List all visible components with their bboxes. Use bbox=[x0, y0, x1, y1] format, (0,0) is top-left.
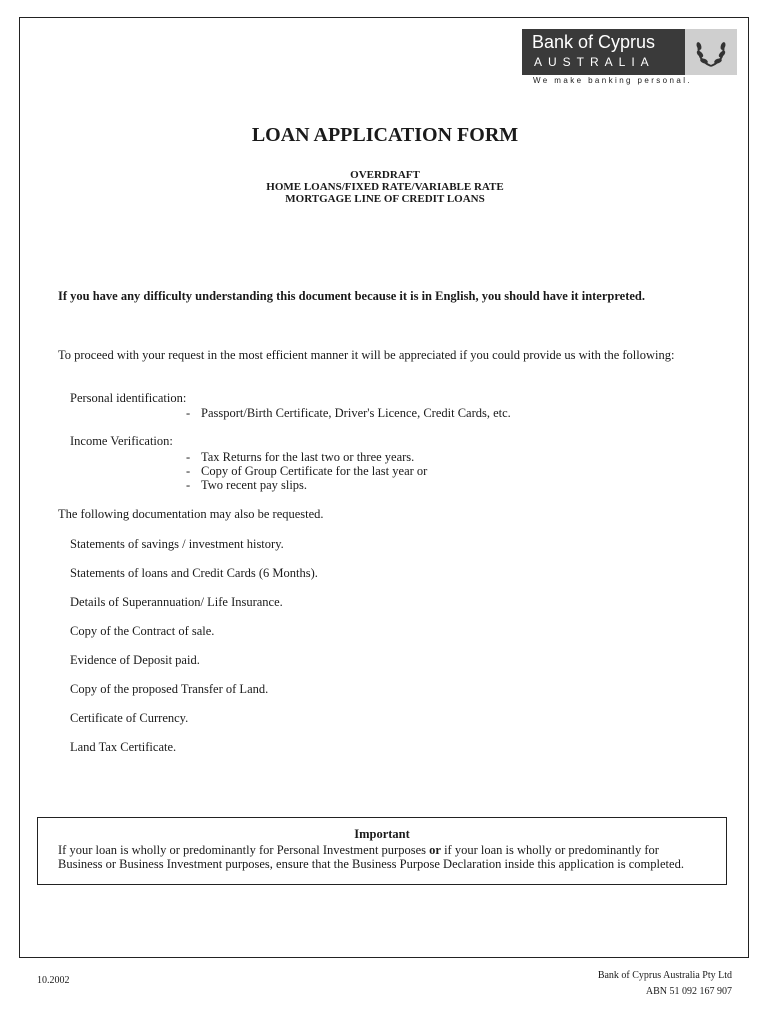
list-item: Statements of loans and Credit Cards (6 Months). bbox=[70, 566, 318, 580]
laurel-wreath-icon bbox=[685, 29, 737, 75]
form-version: 10.2002 bbox=[37, 975, 70, 986]
interpreter-notice: If you have any difficulty understanding this document because it is in English, you should have it interpreted. bbox=[58, 289, 646, 303]
company-name: Bank of Cyprus Australia Pty Ltd bbox=[597, 970, 732, 981]
list-item: Copy of the Contract of sale. bbox=[70, 624, 215, 638]
important-line-1: If your loan is wholly or predominantly for Personal Investment purposes or if your loan is wholly or predominantly for bbox=[58, 843, 659, 857]
subtitle-mortgage-line: MORTGAGE LINE OF CREDIT LOANS bbox=[285, 193, 485, 205]
list-item: Land Tax Certificate. bbox=[70, 740, 177, 754]
logo-region: AUSTRALIA bbox=[534, 55, 655, 69]
form-title: LOAN APPLICATION FORM bbox=[251, 124, 519, 146]
important-title: Important bbox=[354, 827, 410, 841]
important-notice-box bbox=[37, 817, 727, 885]
logo-bank-name: Bank of Cyprus bbox=[532, 32, 656, 52]
list-item: Copy of the proposed Transfer of Land. bbox=[70, 682, 269, 696]
list-item: Details of Superannuation/ Life Insurance. bbox=[70, 595, 283, 609]
subtitle-home-loans: HOME LOANS/FIXED RATE/VARIABLE RATE bbox=[266, 181, 504, 193]
list-item: Statements of savings / investment history. bbox=[70, 537, 284, 551]
income-label: Income Verification: bbox=[70, 434, 173, 448]
list-item: Evidence of Deposit paid. bbox=[70, 653, 200, 667]
intro-text: To proceed with your request in the most efficient manner it will be appreciated if you could provide us with the following: bbox=[58, 348, 675, 362]
list-item: Certificate of Currency. bbox=[70, 711, 189, 725]
logo-tagline: We make banking personal. bbox=[533, 76, 693, 85]
list-item: - Two recent pay slips. bbox=[186, 478, 308, 492]
subtitle-overdraft: OVERDRAFT bbox=[350, 169, 420, 181]
list-item: - Passport/Birth Certificate, Driver's Licence, Credit Cards, etc. bbox=[186, 406, 511, 420]
list-item: - Copy of Group Certificate for the last year or bbox=[186, 464, 428, 478]
list-item: - Tax Returns for the last two or three years. bbox=[186, 450, 415, 464]
important-line-2: Business or Business Investment purposes, ensure that the Business Purpose Declaration inside this application is completed. bbox=[58, 857, 684, 871]
personal-id-label: Personal identification: bbox=[70, 391, 187, 405]
additional-docs-label: The following documentation may also be requested. bbox=[58, 507, 324, 521]
company-abn: ABN 51 092 167 907 bbox=[645, 986, 732, 997]
bank-logo bbox=[522, 29, 737, 75]
